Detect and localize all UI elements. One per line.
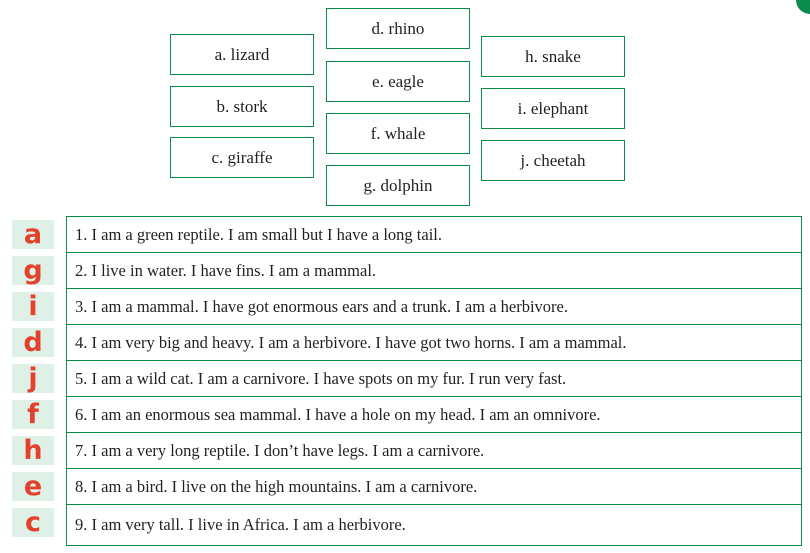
clue-row	[67, 433, 801, 469]
clue-row	[67, 361, 801, 397]
word-box-eagle	[326, 61, 470, 102]
answer-letter: j	[12, 364, 54, 393]
answer-letter: c	[12, 508, 54, 537]
word-box-cheetah	[481, 140, 625, 181]
clue-text: 9. I am very tall. I live in Africa. I am a herbivore.	[75, 514, 406, 534]
clue-text: 2. I live in water. I have fins. I am a mammal.	[75, 260, 377, 280]
clue-text: 6. I am an enormous sea mammal. I have a hole on my head. I am an omnivore.	[75, 404, 601, 424]
clues-table	[66, 216, 802, 546]
answer-letter: a	[12, 220, 54, 249]
answer-letter: i	[12, 292, 54, 321]
word-label: c. giraffe	[211, 147, 273, 167]
word-label: g. dolphin	[363, 175, 433, 195]
answer-letter: h	[12, 436, 54, 465]
clue-text: 1. I am a green reptile. I am small but I have a long tail.	[75, 224, 442, 244]
answer-letter: d	[12, 328, 54, 357]
word-box-elephant	[481, 88, 625, 129]
word-box-lizard	[170, 34, 314, 75]
corner-decoration	[796, 0, 810, 14]
word-box-stork	[170, 86, 314, 127]
word-box-dolphin	[326, 165, 470, 206]
word-label: h. snake	[525, 46, 581, 66]
clue-text: 3. I am a mammal. I have got enormous ears and a trunk. I am a herbivore.	[75, 296, 568, 316]
word-box-snake	[481, 36, 625, 77]
word-label: a. lizard	[214, 44, 270, 64]
word-label: e. eagle	[372, 71, 424, 91]
answer-letter: e	[12, 472, 54, 501]
answer-letter: g	[12, 256, 54, 285]
word-box-whale	[326, 113, 470, 154]
clue-row	[67, 505, 801, 544]
clue-row	[67, 217, 801, 253]
word-label: b. stork	[216, 96, 268, 116]
clue-row	[67, 397, 801, 433]
answer-letter: f	[12, 400, 54, 429]
clue-row	[67, 253, 801, 289]
word-box-rhino	[326, 8, 470, 49]
clue-text: 8. I am a bird. I live on the high mountains. I am a carnivore.	[75, 476, 478, 496]
word-label: j. cheetah	[520, 150, 586, 170]
clue-text: 7. I am a very long reptile. I don’t have legs. I am a carnivore.	[75, 440, 485, 460]
clue-row	[67, 469, 801, 505]
clue-text: 5. I am a wild cat. I am a carnivore. I have spots on my fur. I run very fast.	[75, 368, 567, 388]
clue-row	[67, 325, 801, 361]
clue-text: 4. I am very big and heavy. I am a herbivore. I have got two horns. I am a mammal.	[75, 332, 627, 352]
word-box-giraffe	[170, 137, 314, 178]
word-label: i. elephant	[517, 98, 589, 118]
word-label: d. rhino	[371, 18, 425, 38]
clue-row	[67, 289, 801, 325]
word-label: f. whale	[370, 123, 426, 143]
